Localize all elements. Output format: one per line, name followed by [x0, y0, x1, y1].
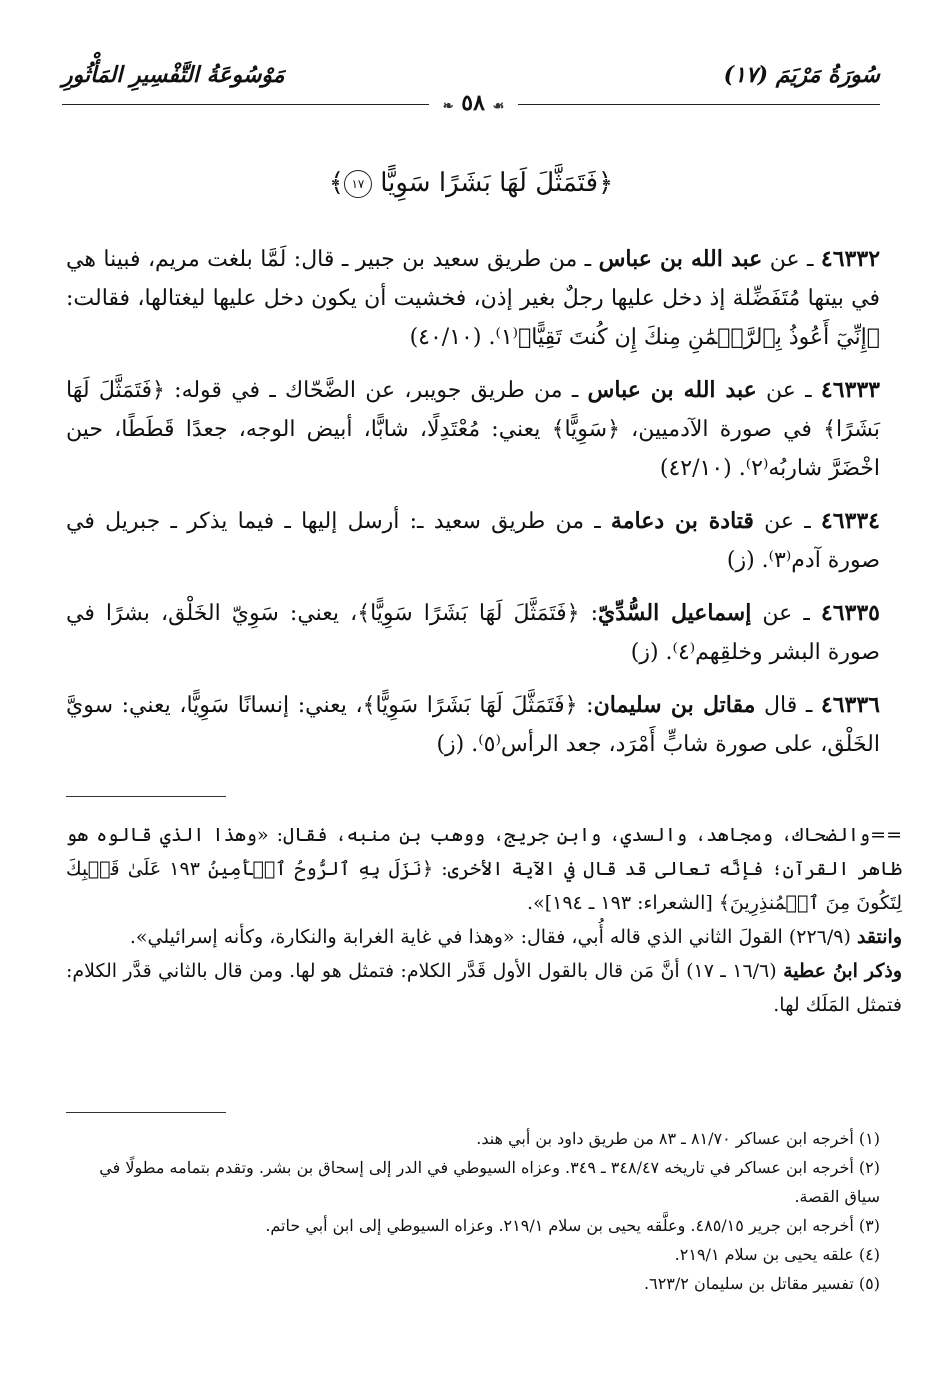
- narrator-name: مقاتل بن سليمان: [593, 692, 756, 718]
- narrator-name: عبد الله بن عباس: [598, 246, 763, 272]
- verse-heading: [62, 168, 880, 198]
- footnote: (٤) علقه يحيى بن سلام ٢١٩/١.: [674, 1245, 880, 1264]
- narration-intro: ـ قال: [755, 693, 821, 718]
- narration-reference: (٤٢/١٠): [659, 456, 732, 481]
- narrator-name: قتادة بن دعامة: [610, 508, 754, 534]
- narration-intro: ـ عن: [756, 378, 821, 403]
- page-number: ٥٨: [461, 90, 485, 116]
- narration-entry: [66, 240, 880, 357]
- footnote: (٢) أخرجه ابن عساكر في تاريخه ٣٤٨/٤٧ ـ ٣٤٩. وعزاه السيوطي في الدر إلى إسحاق بن بشر. وتقدم بتمامه مطولًا في سياق القصة.: [99, 1158, 880, 1206]
- verse-text: ﴿فَتَمَثَّلَ لَهَا بَشَرًا سَوِيًّا: [380, 168, 614, 198]
- narration-entry: [66, 371, 880, 488]
- commentary-lead: وذكر ابنُ عطية: [783, 960, 902, 982]
- commentary-paragraph: [66, 954, 902, 1022]
- narrator-name: عبد الله بن عباس: [587, 377, 757, 403]
- ornament-icon: ❧: [442, 99, 454, 114]
- narration-number: ٤٦٣٣٢: [820, 246, 881, 272]
- narration-number: ٤٦٣٣٣: [820, 377, 880, 403]
- commentary-paragraph: [66, 920, 902, 954]
- commentary-text: ==والضحاك، ومجاهد، والسدي، وابن جريج، ووهب بن منبه، فقال: «وهذا الذي قالوه هو ظاهر القرآن؛ فإنَّه تعالى قد قال في الآية الأخرى: ﴿نَزَلَ بِهِ ٱلرُّوحُ ٱلۡأَمِينُ ١٩٣ عَلَىٰ قَلۡبِكَ لِتَكُونَ مِنَ ٱلۡمُنذِرِينَ﴾ [الشعراء: ١٩٣ ـ ١٩٤]».: [66, 824, 902, 914]
- narration-reference: (ز): [436, 732, 465, 757]
- book-title: مَوْسُوعَةُ التَّفْسِيرِ المَأْثُورِ: [62, 62, 285, 88]
- footnotes: [66, 1124, 880, 1298]
- narration-entry: [66, 686, 880, 764]
- narration-number: ٤٦٣٣٦: [820, 692, 880, 718]
- narration-entry: [66, 502, 880, 580]
- narration-number: ٤٦٣٣٥: [820, 600, 880, 626]
- verse-close: ﴾: [328, 168, 344, 198]
- ayah-number-icon: ١٧: [344, 170, 372, 198]
- surah-title: سُورَةُ مَرْيَمَ (١٧): [723, 62, 880, 88]
- narration-text: ـ من طريق جويبر، عن الضَّحّاك ـ في قوله: ﴿فَتَمَثَّلَ لَهَا بَشَرًا﴾ في صورة الآدميين، ﴿سَوِيًّا﴾ يعني: مُعْتَدِلًا، شابًّا، أبيض الوجه، جعدًا قَطَطًا، حين اخْضَرَّ شاربُه⁽٢⁾.: [66, 378, 880, 481]
- commentary-lead: وانتقد: [856, 926, 902, 948]
- page-number-box: [429, 90, 519, 116]
- main-text: [66, 240, 880, 778]
- narration-intro: ـ عن: [751, 601, 821, 626]
- footnotes-separator: [66, 1112, 226, 1113]
- narration-entry: [66, 594, 880, 672]
- narration-number: ٤٦٣٣٤: [820, 508, 880, 534]
- narration-text: : ﴿فَتَمَثَّلَ لَهَا بَشَرًا سَوِيًّا﴾، يعني: إنسانًا سَوِيًّا، يعني: سويَّ الخَلْق، على صورة شابٍّ أَمْرَد، جعد الرأس⁽٥⁾.: [66, 693, 880, 757]
- footnote: (١) أخرجه ابن عساكر ٨١/٧٠ ـ ٨٣ من طريق داود بن أبي هند.: [476, 1129, 880, 1148]
- narration-reference: (٤٠/١٠): [409, 325, 482, 350]
- narration-intro: ـ عن: [753, 509, 821, 534]
- narration-text: ـ من طريق سعيد ـ: أرسل إليها ـ فيما يذكر ـ جبريل في صورة آدم⁽٣⁾.: [66, 509, 880, 573]
- page-number-wrap: [0, 90, 947, 116]
- commentary-text: (١٦/٦ ـ ١٧) أنَّ مَن قال بالقول الأول قَدَّر الكلام: فتمثل هو لها. ومن قال بالثاني قدَّر الكلام: فتمثل المَلَك لها.: [66, 960, 902, 1016]
- narrator-name: إسماعيل السُّدِّيّ: [598, 600, 752, 626]
- narration-intro: ـ عن: [762, 247, 821, 272]
- ornament-icon: ☙: [492, 99, 505, 114]
- notes-separator: [66, 796, 226, 797]
- footnote: (٣) أخرجه ابن جرير ٤٨٥/١٥. وعلَّقه يحيى بن سلام ٢١٩/١. وعزاه السيوطي إلى ابن أبي حاتم.: [265, 1216, 880, 1235]
- narration-reference: (ز): [630, 640, 659, 665]
- footnote: (٥) تفسير مقاتل بن سليمان ٦٢٣/٢.: [644, 1274, 880, 1293]
- narration-text: : ﴿فَتَمَثَّلَ لَهَا بَشَرًا سَوِيًّا﴾، يعني: سَوِيّ الخَلْق، بشرًا في صورة البشر وخلقِهم⁽٤⁾.: [66, 601, 880, 665]
- narration-text: ـ من طريق سعيد بن جبير ـ قال: لَمَّا بلغت مريم، فبينا هي في بيتها مُتَفَضِّلة إذ دخل عليها رجلٌ بغير إذن، فخشيت أن يكون دخل عليها ليغتالها، فقالت: ﴿إِنِّيٓ أَعُوذُ بِٱلرَّحۡمَٰنِ مِنكَ إِن كُنتَ تَقِيًّا﴾⁽١⁾.: [66, 247, 880, 350]
- commentary-notes: [66, 818, 902, 1022]
- commentary-paragraph: [66, 818, 902, 920]
- narration-reference: (ز): [726, 548, 755, 573]
- commentary-text: (٢٢٦/٩) القولَ الثاني الذي قاله أُبي، فقال: «وهذا في غاية الغرابة والنكارة، وكأنه إسرائيلي».: [129, 926, 857, 948]
